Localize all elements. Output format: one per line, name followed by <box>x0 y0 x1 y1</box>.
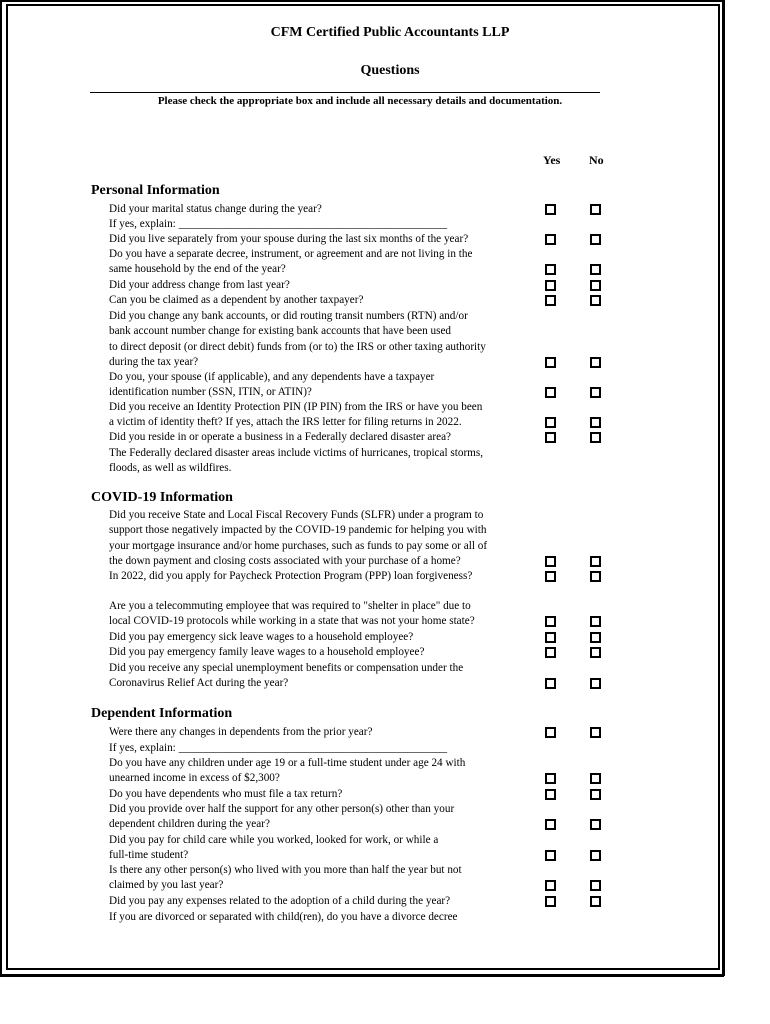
question-text: Do you have a separate decree, instrument, or agreement and are not living in the same household by the end of the year? <box>109 248 473 276</box>
question-text: Do you, your spouse (if applicable), and any dependents have a taxpayer identification number (SSN, ITIN, or ATIN)? <box>109 371 435 399</box>
question-text: Did you pay emergency sick leave wages to a household employee? <box>109 631 414 643</box>
question-text: If yes, explain: ________________________________________________ <box>109 742 448 754</box>
question-text: Did you receive State and Local Fiscal Recovery Funds (SLFR) under a program to support those negatively impacted by the COVID-19 pandemic for helping you with your mortgage insurance and/or home purchases, such as funds to pay some or all of the down payment and closing costs associated with your purchase of a home? <box>109 509 488 567</box>
no-checkbox[interactable] <box>590 896 601 907</box>
yes-checkbox[interactable] <box>545 280 556 291</box>
yes-checkbox[interactable] <box>545 819 556 830</box>
no-checkbox[interactable] <box>590 647 601 658</box>
no-checkbox[interactable] <box>590 880 601 891</box>
document-title: Questions <box>360 63 420 78</box>
section-title: COVID-19 Information <box>91 490 233 505</box>
title-divider <box>90 92 600 93</box>
yes-checkbox[interactable] <box>545 357 556 368</box>
yes-checkbox[interactable] <box>545 571 556 582</box>
no-checkbox[interactable] <box>590 264 601 275</box>
no-checkbox[interactable] <box>590 678 601 689</box>
question-text: Do you have any children under age 19 or a full-time student under age 24 with unearned income in excess of $2,300? <box>109 757 466 785</box>
question-text: Can you be claimed as a dependent by another taxpayer? <box>109 294 364 306</box>
yes-checkbox[interactable] <box>545 204 556 215</box>
question-text: Did you provide over half the support for any other person(s) other than your dependent children during the year? <box>109 803 455 831</box>
yes-checkbox[interactable] <box>545 678 556 689</box>
question-text: Did you pay emergency family leave wages to a household employee? <box>109 646 425 658</box>
bottom-edge-rule <box>0 976 724 977</box>
question-text: The Federally declared disaster areas include victims of hurricanes, tropical storms, floods, as well as wildfires. <box>109 447 484 475</box>
no-checkbox[interactable] <box>590 727 601 738</box>
question-text: Do you have dependents who must file a tax return? <box>109 788 343 800</box>
no-checkbox[interactable] <box>590 432 601 443</box>
yes-checkbox[interactable] <box>545 880 556 891</box>
question-text: Is there any other person(s) who lived with you more than half the year but not claimed by you last year? <box>109 864 462 892</box>
question-text: Did your address change from last year? <box>109 279 290 291</box>
no-checkbox[interactable] <box>590 556 601 567</box>
question-text: Are you a telecommuting employee that was required to "shelter in place" due to local COVID-19 protocols while working in a state that was not your home state? <box>109 600 475 628</box>
no-checkbox[interactable] <box>590 789 601 800</box>
no-checkbox[interactable] <box>590 850 601 861</box>
no-checkbox[interactable] <box>590 204 601 215</box>
yes-checkbox[interactable] <box>545 896 556 907</box>
no-checkbox[interactable] <box>590 819 601 830</box>
yes-checkbox[interactable] <box>545 432 556 443</box>
no-column-header: No <box>589 153 604 167</box>
yes-checkbox[interactable] <box>545 850 556 861</box>
section-title: Personal Information <box>91 183 220 198</box>
yes-checkbox[interactable] <box>545 616 556 627</box>
yes-checkbox[interactable] <box>545 417 556 428</box>
question-text: Did you live separately from your spouse during the last six months of the year? <box>109 233 469 245</box>
question-text: Did you receive an Identity Protection PIN (IP PIN) from the IRS or have you been a victim of identity theft? If yes, attach the IRS letter for filing returns in 2022. <box>109 401 483 429</box>
no-checkbox[interactable] <box>590 357 601 368</box>
firm-name: CFM Certified Public Accountants LLP <box>270 25 510 40</box>
question-text: Did your marital status change during the year? <box>109 203 322 215</box>
yes-checkbox[interactable] <box>545 234 556 245</box>
yes-column-header: Yes <box>543 153 561 167</box>
no-checkbox[interactable] <box>590 234 601 245</box>
yes-checkbox[interactable] <box>545 632 556 643</box>
yes-checkbox[interactable] <box>545 264 556 275</box>
yes-checkbox[interactable] <box>545 387 556 398</box>
section-title: Dependent Information <box>91 706 233 721</box>
no-checkbox[interactable] <box>590 417 601 428</box>
question-text: Did you receive any special unemployment benefits or compensation under the Coronavirus Relief Act during the year? <box>109 662 464 690</box>
yes-checkbox[interactable] <box>545 647 556 658</box>
question-text: Did you pay any expenses related to the adoption of a child during the year? <box>109 895 451 907</box>
no-checkbox[interactable] <box>590 773 601 784</box>
no-checkbox[interactable] <box>590 280 601 291</box>
instructions: Please check the appropriate box and include all necessary details and documentation. <box>157 95 563 107</box>
question-text: Did you change any bank accounts, or did routing transit numbers (RTN) and/or bank account number change for existing bank accounts that have been used to direct deposit (or direct debit) funds from (or to) the IRS or other taxing authority during the tax year? <box>109 310 486 368</box>
no-checkbox[interactable] <box>590 616 601 627</box>
question-text: If yes, explain: ________________________________________________ <box>109 218 448 230</box>
yes-checkbox[interactable] <box>545 789 556 800</box>
no-checkbox[interactable] <box>590 571 601 582</box>
yes-checkbox[interactable] <box>545 727 556 738</box>
no-checkbox[interactable] <box>590 295 601 306</box>
no-checkbox[interactable] <box>590 387 601 398</box>
question-text: In 2022, did you apply for Paycheck Protection Program (PPP) loan forgiveness? <box>109 570 473 582</box>
question-text: If you are divorced or separated with child(ren), do you have a divorce decree <box>109 911 458 923</box>
yes-checkbox[interactable] <box>545 556 556 567</box>
no-checkbox[interactable] <box>590 632 601 643</box>
question-text: Were there any changes in dependents from the prior year? <box>109 726 373 738</box>
question-text: Did you reside in or operate a business in a Federally declared disaster area? <box>109 431 452 443</box>
yes-checkbox[interactable] <box>545 295 556 306</box>
yes-checkbox[interactable] <box>545 773 556 784</box>
right-edge-rule <box>722 0 725 976</box>
question-text: Did you pay for child care while you worked, looked for work, or while a full-time student? <box>109 834 439 862</box>
